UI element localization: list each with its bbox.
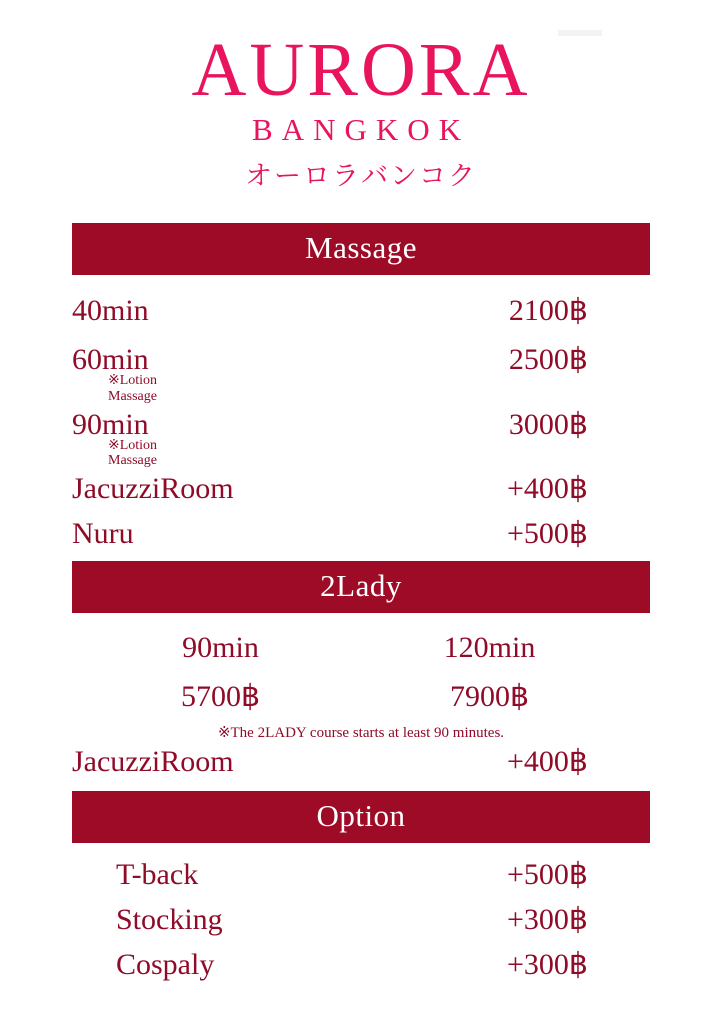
twolady-table xyxy=(72,631,650,779)
section-header-option: Option xyxy=(72,791,650,843)
option-row-t-back xyxy=(72,857,650,892)
row-label: 40min xyxy=(72,294,149,328)
twolady-col1-header: 90min xyxy=(182,630,259,664)
option-row-stocking xyxy=(72,902,650,937)
twolady-col2-price: 7900฿ xyxy=(449,679,530,713)
twolady-note: ※The 2LADY course starts at least 90 minutes. xyxy=(217,724,505,741)
section-header-2lady: 2Lady xyxy=(72,561,650,613)
logo-block xyxy=(0,0,722,193)
twolady-col2-header: 120min xyxy=(443,630,536,664)
row-label: JacuzziRoom xyxy=(72,471,234,505)
row-label: Stocking xyxy=(116,902,223,936)
row-price: 2500฿ xyxy=(508,343,588,377)
row-price: +400฿ xyxy=(506,471,588,505)
twolady-price-row xyxy=(72,679,650,714)
price-row-60min xyxy=(72,342,650,377)
row-price: 2100฿ xyxy=(508,294,588,328)
price-row-jacuzzi xyxy=(72,471,650,506)
row-price: +500฿ xyxy=(506,857,588,891)
price-row-90min xyxy=(72,407,650,442)
row-price: +300฿ xyxy=(506,947,588,981)
corner-mark xyxy=(558,30,602,36)
logo-japanese: オーロラバンコク xyxy=(245,161,477,193)
logo-subtitle: BANGKOK xyxy=(252,112,470,148)
logo-title: AURORA xyxy=(191,28,531,112)
row-label: Cospaly xyxy=(116,947,215,981)
row-label: T-back xyxy=(116,857,199,891)
row-price: +400฿ xyxy=(506,744,588,778)
row-label: JacuzziRoom xyxy=(72,744,234,778)
row-label: 90min xyxy=(72,407,149,441)
row-note-60min: ※Lotion Massage xyxy=(108,373,158,404)
price-row-nuru xyxy=(72,516,650,551)
twolady-col1-price: 5700฿ xyxy=(180,679,261,713)
row-price: +300฿ xyxy=(506,902,588,936)
option-rows xyxy=(72,857,650,982)
section-header-massage: Massage xyxy=(72,223,650,275)
row-label: Nuru xyxy=(72,516,134,550)
massage-rows xyxy=(72,293,650,551)
row-price: 3000฿ xyxy=(508,407,588,441)
row-price: +500฿ xyxy=(506,516,588,550)
row-note-90min: ※Lotion Massage xyxy=(108,437,158,469)
price-row-jacuzzi-2lady xyxy=(72,744,650,779)
option-row-cospaly xyxy=(72,947,650,982)
row-label: 60min xyxy=(72,343,149,377)
twolady-header-row xyxy=(72,631,650,665)
price-row-40min xyxy=(72,293,650,328)
